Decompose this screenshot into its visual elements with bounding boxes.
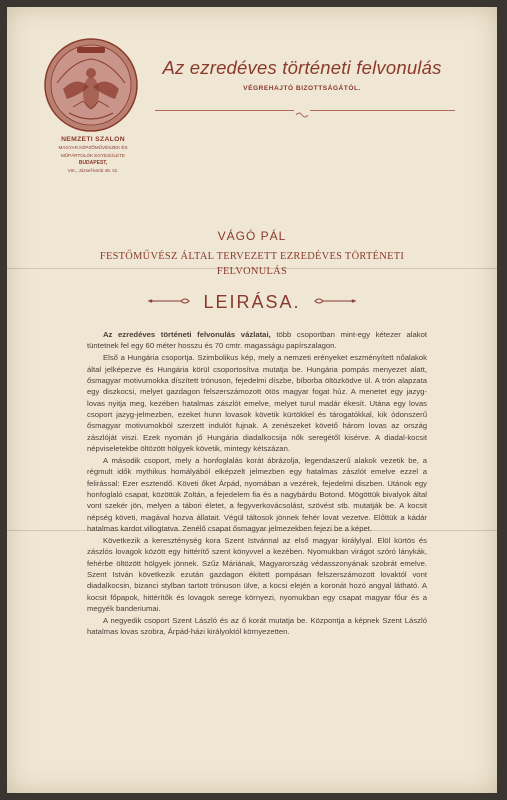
description-heading [7, 249, 497, 279]
paragraph-1 [87, 329, 427, 352]
letterhead-title: Az ezredéves történeti felvonulás [162, 57, 442, 78]
paragraph-1-text: több csoportban mint-egy kétezer alakot tüntetnek fel egy 60 méter hosszu és 70 cmtr. magasságu papírszalagon. [87, 330, 427, 351]
paragraph-3: A második csoport, mely a honfoglalás korát ábrázolja, legendaszerű alakok vezetik be, a régmult idők mythikus homályából elképzelt jelmezben egy hatalmas zászlót emelve ezzel a felirással: Ezer esztendő. Követi őket Árpád, nyomában a vezérek, fejedelmi diszben. Utánok egy honfoglaló csapat, közöttük Zoltán, a fejedelem fia és a nagybárdu Botond. Mögöttük bivalyok által vont szekér jön, melyen a tábori életet, a fegyverkovácsolást, szövést stb. mutatják be. A kocsit népség követi, magával hozva állatait. Végül táltosok jönnek fehér lovat vezetve. Előttük a kádár hatalmas kardot villogtatva. Zenélő csapat ősmagyar jelmezekben fejezi be a képet. [87, 455, 427, 534]
body-text [87, 329, 427, 638]
right-flourish-icon [313, 293, 357, 311]
letterhead-subtitle: VÉGREHAJTÓ BIZOTTSÁGÁTÓL. [243, 85, 361, 92]
document-sheet [7, 7, 497, 793]
publisher-subtitle-1: MAGYAR KÉPZŐMŰVÉSZEK ÉS [58, 145, 128, 150]
publisher-subtitle-2: MŰPÁRTOLÓK EGYESÜLETE [61, 153, 125, 158]
left-flourish-icon [147, 293, 191, 311]
publisher-name: NEMZETI SZALON [61, 136, 125, 143]
description-line-1: FESTŐMŰVÉSZ ÁLTAL TERVEZETT EZREDÉVES TÖRTÉNETI [99, 251, 405, 262]
paragraph-1-lead: Az ezredéves történeti felvonulás vázlatai, [103, 330, 271, 339]
rule-ornament-icon [294, 106, 310, 114]
publisher-block [27, 136, 159, 173]
publisher-city: BUDAPEST, [78, 160, 108, 166]
emblem-seal-icon [43, 37, 139, 133]
paragraph-2: Első a Hungária csoportja. Szimbolikus kép, mely a nemzeti erényeket eszményített nőalakok által jelképezve és Hungária körül csoportosítva mutatja be. Hungária pompás menyezet alatt, ősmagyar motivumokka díszített trónuson, fejedelmi díszbe, bíborba öltözködve ül. A trón alapzata egy diszkocsi, melyet gazdagon felszerszámozott ötös magyar fogat húz. A menetet egy jazyg-lovas nyitja meg, kezében hatalmas zászlót emelve, melyet turul madár ékesít. Utána egy lovas csoport jazyg-jelmezben, ezeket hunn lovasok követik kürtökkel és tárogatókkal, kik ódonszerű ősmagyar motivumokból szerzett indulót fujnak. A zenészeket követő három lovas az ország zászlóját viszi. Ezek nyomán jő Hungária diadalkocsija nők seregétől kisérve. A diadal-kocsit népviseletekbe öltözött hölgyek követik, mintegy kétszázan. [87, 353, 427, 454]
publisher-address: VIII., József-körút 45. sz. [67, 168, 119, 173]
description-line-2: FELVONULÁS [216, 266, 288, 277]
paragraph-4: Következik a kereszténység kora Szent Istvánnal az első magyar királylyal. Elöl kürtös és zászlós lovagok között egy hittérítő szent könyvvel a kezében. Nyomukban virágot szóró lánykák, fehérbe öltözött hölgyek jönnek. Szűz Máriának, Magyarország védasszonyának szobrát emelve. Szent István következik ezután gazdagon ékitett pompásan felszerszámozott lovaktól vont diadalkocsin, bizanci stylban tartott trónuson ülve, a kocsi elején a koronát hozó angyal látható. A kocsit főpapok, hittérítők és lovagok serege környezi, nyomukban egy csapat magyar főur és a megyék banderiumai. [87, 535, 427, 614]
leiras-heading: LEIRÁSA. [203, 291, 301, 312]
paragraph-5: A negyedik csoport Szent László és az ő korát mutatja be. Központja a képnek Szent László hatalmas lovas szobra, Árpád-házi királyoktól környezetten. [87, 615, 427, 637]
author-heading: VÁGÓ PÁL [217, 229, 287, 243]
leiras-heading-row [7, 290, 497, 314]
